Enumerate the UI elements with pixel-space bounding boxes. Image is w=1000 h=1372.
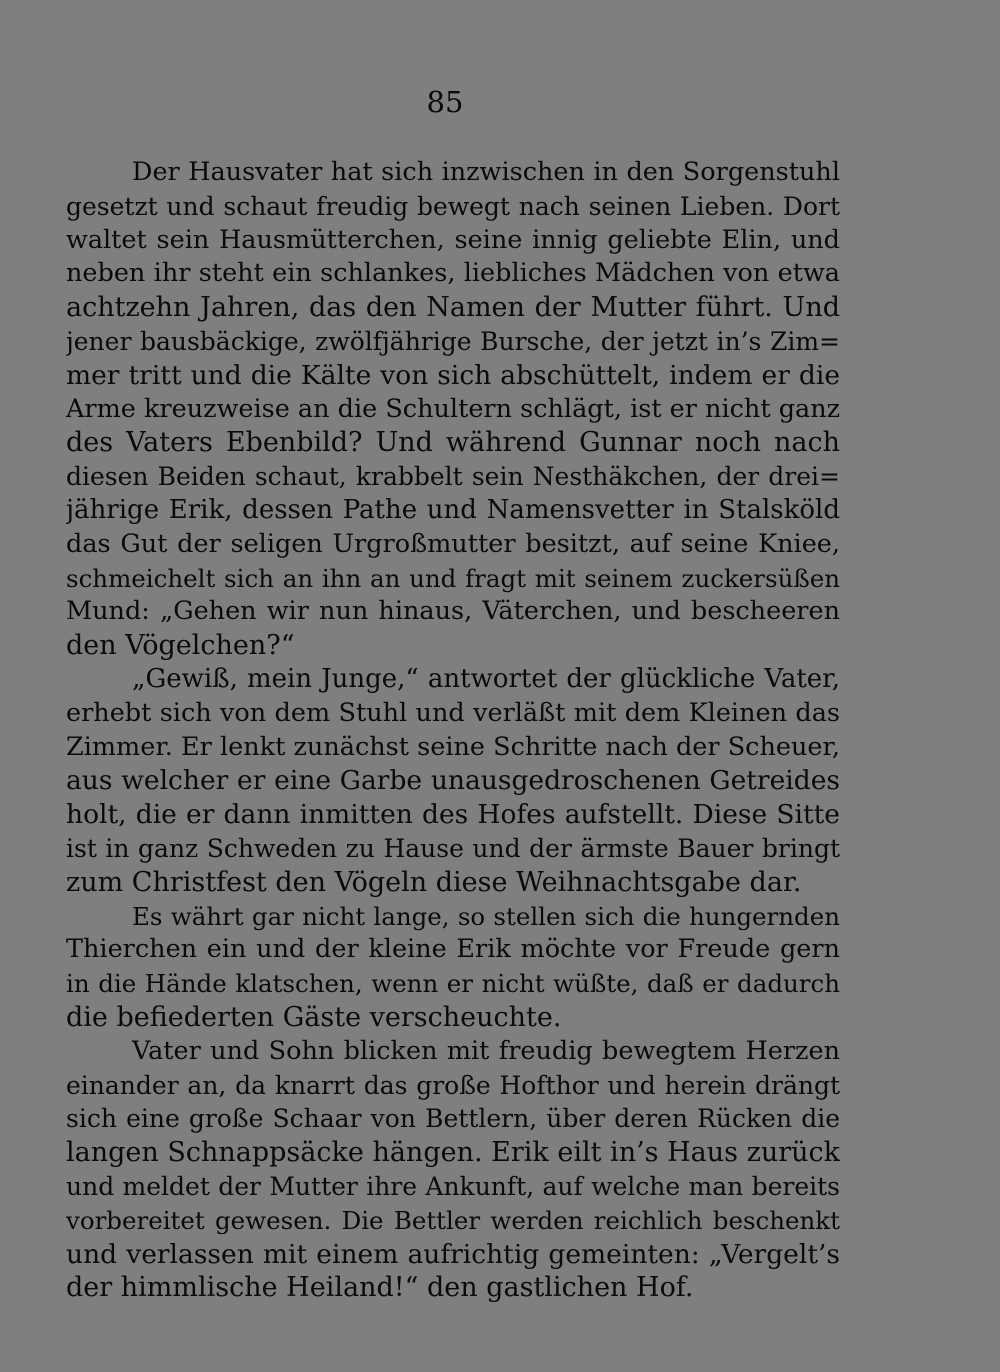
text-line: Mund: „Gehen wir nun hinaus, Väterchen, und bescheeren: [66, 596, 840, 627]
text-line: sich eine große Schaar von Bettlern, über deren Rücken die: [66, 1104, 840, 1134]
text-line: einander an, da knarrt das große Hofthor und herein drängt: [66, 1070, 840, 1100]
text-line: schmeichelt sich an ihn an und fragt mit seinem zuckersüßen: [66, 563, 840, 593]
text-line: zum Christfest den Vögeln diese Weihnachtsgabe dar.: [66, 866, 802, 898]
text-line: den Vögelchen?“: [66, 630, 295, 662]
text-line: des Vaters Ebenbild? Und während Gunnar noch nach: [66, 427, 840, 459]
text-line: Es währt gar nicht lange, so stellen sich die hungernden: [132, 901, 840, 931]
text-line: gesetzt und schaut freudig bewegt nach seinen Lieben. Dort: [66, 191, 840, 221]
text-line: langen Schnappsäcke hängen. Erik eilt in’s Haus zurück: [66, 1137, 840, 1169]
text-line: die befiederten Gäste verscheuchte.: [66, 1001, 562, 1033]
text-line: Vater und Sohn blicken mit freudig bewegtem Herzen: [132, 1035, 840, 1066]
text-line: mer tritt und die Kälte von sich abschüttelt, indem er die: [66, 359, 840, 391]
text-line: jährige Erik, dessen Pathe und Namensvetter in Stalsköld: [66, 494, 840, 525]
text-line: neben ihr steht ein schlankes, liebliches Mädchen von etwa: [66, 258, 840, 289]
text-line: Thierchen ein und der kleine Erik möchte vor Freude gern: [66, 934, 840, 965]
text-line: Arme kreuzweise an die Schultern schlägt, ist er nicht ganz: [66, 393, 840, 424]
text-line: jener bausbäckige, zwölfjährige Bursche, der jetzt in’s Zim=: [66, 326, 840, 356]
text-line: und meldet der Mutter ihre Ankunft, auf welche man bereits: [66, 1171, 840, 1201]
text-line: in die Hände klatschen, wenn er nicht wüßte, daß er dadurch: [66, 969, 840, 999]
body-text: [66, 156, 840, 1305]
page-number: 85: [426, 85, 464, 119]
text-line: Zimmer. Er lenkt zunächst seine Schritte nach der Scheuer,: [66, 731, 840, 762]
text-line: aus welcher er eine Garbe unausgedroschenen Getreides: [66, 765, 840, 797]
text-line: diesen Beiden schaut, krabbelt sein Nesthäkchen, der drei=: [66, 462, 840, 492]
text-line: Der Hausvater hat sich inzwischen in den Sorgenstuhl: [132, 157, 840, 187]
text-line: das Gut der seligen Urgroßmutter besitzt, auf seine Kniee,: [66, 528, 840, 559]
text-line: vorbereitet gewesen. Die Bettler werden reichlich beschenkt: [66, 1205, 840, 1235]
text-line: und verlassen mit einem aufrichtig gemeinten: „Vergelt’s: [66, 1238, 840, 1270]
text-line: ist in ganz Schweden zu Hause und der ärmste Bauer bringt: [66, 833, 840, 863]
text-line: waltet sein Hausmütterchen, seine innig geliebte Elin, und: [66, 224, 840, 255]
text-line: achtzehn Jahren, das den Namen der Mutter führt. Und: [66, 292, 840, 324]
text-line: holt, die er dann inmitten des Hofes aufstellt. Diese Sitte: [66, 799, 840, 831]
text-line: erhebt sich von dem Stuhl und verläßt mit dem Kleinen das: [66, 697, 840, 728]
text-line: der himmlische Heiland!“ den gastlichen Hof.: [66, 1272, 694, 1304]
text-line: „Gewiß, mein Junge,“ antwortet der glückliche Vater,: [132, 663, 840, 694]
